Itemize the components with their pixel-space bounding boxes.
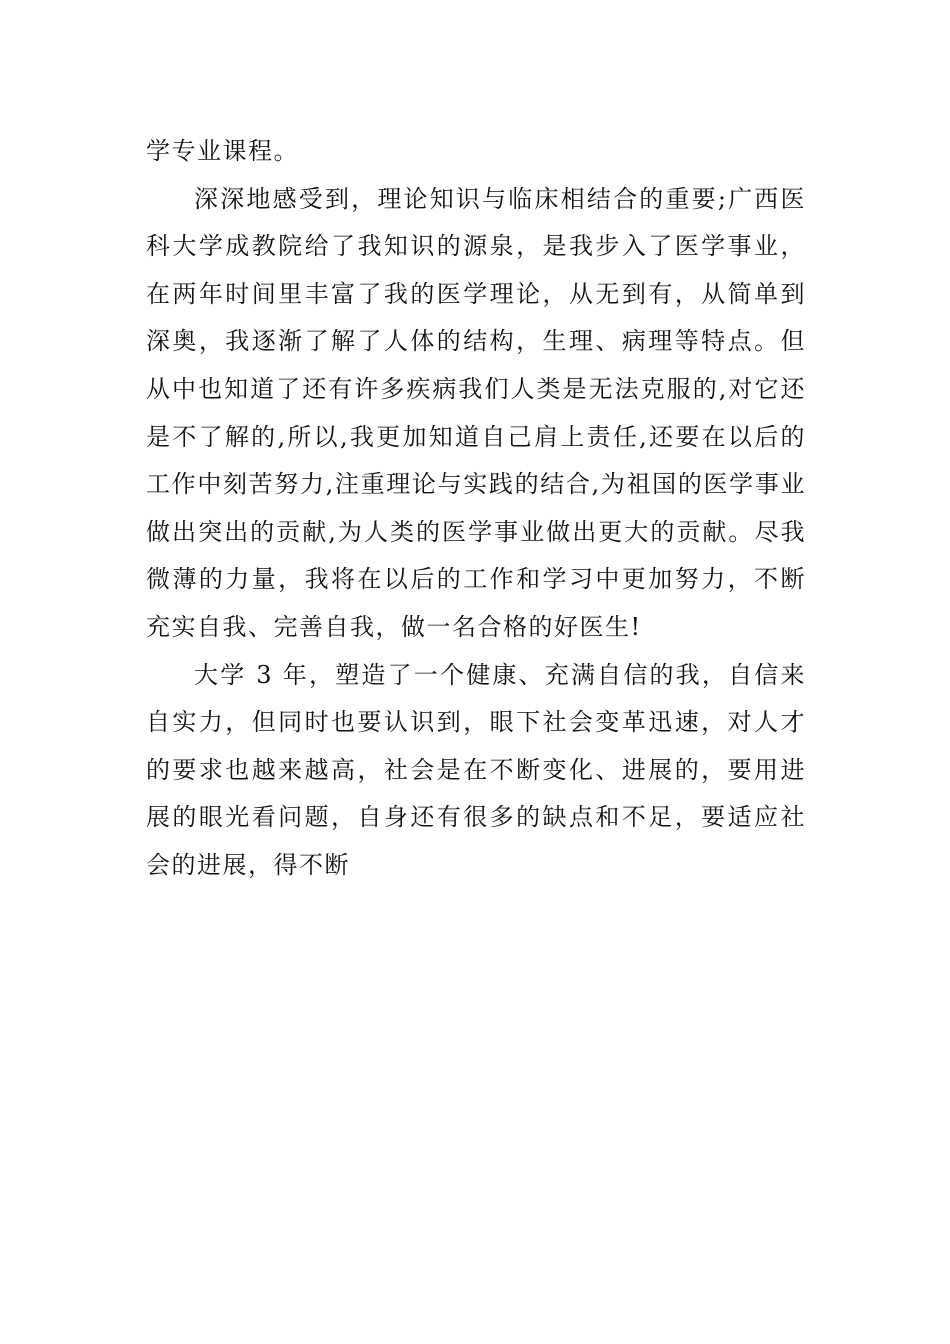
paragraph-medical-study: 深深地感受到，理论知识与临床相结合的重要;广西医科大学成教院给了我知识的源泉，是我步入了医学事业，在两年时间里丰富了我的医学理论，从无到有，从简单到深奥，我逐渐了解了人体的结构，生理、病理等特点。但从中也知道了还有许多疾病我们人类是无法克服的,对它还是不了解的,所以,我更加知道自己肩上责任,还要在以后的工作中刻苦努力,注重理论与实践的结合,为祖国的医学事业做出突出的贡献,为人类的医学事业做出更大的贡献。尽我微薄的力量，我将在以后的工作和学习中更加努力，不断充实自我、完善自我，做一名合格的好医生!	[146, 184, 806, 641]
paragraph-continuation: 学专业课程。	[146, 137, 299, 165]
document-body	[146, 128, 806, 890]
paragraph-university-growth: 大学 3 年，塑造了一个健康、充满自信的我，自信来自实力，但同时也要认识到，眼下社会变革迅速，对人才的要求也越来越高，社会是在不断变化、进展的，要用进展的眼光看问题，自身还有很多的缺点和不足，要适应社会的进展，得不断	[146, 660, 806, 879]
